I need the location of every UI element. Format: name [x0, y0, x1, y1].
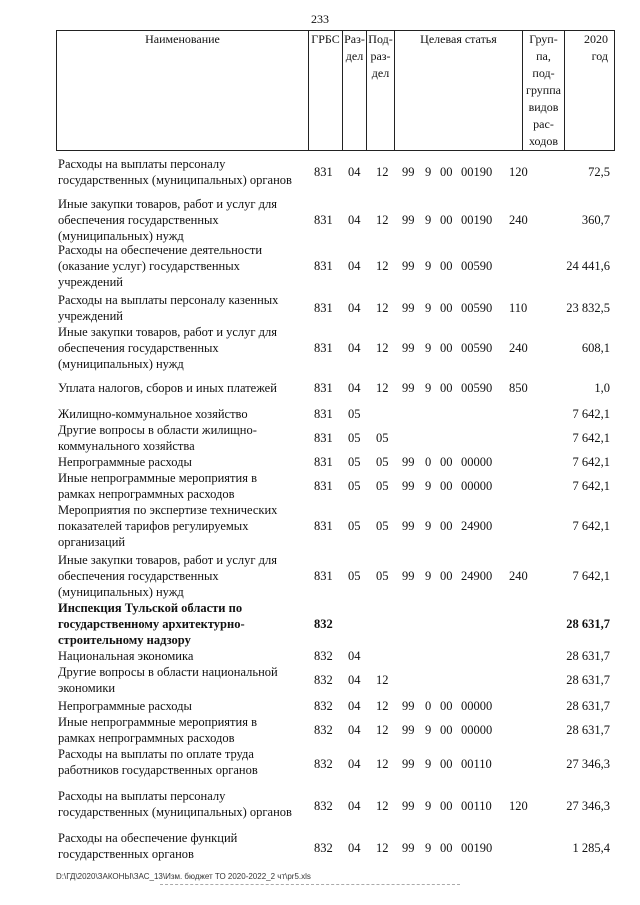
row-amount: 7 642,1: [572, 407, 610, 421]
row-target-program: 99: [402, 519, 415, 533]
table-header: [56, 30, 615, 151]
row-target-direction: 00590: [461, 259, 493, 273]
row-amount: 28 631,7: [566, 699, 610, 713]
row-target-direction: 00190: [461, 213, 493, 227]
row-razdel: 04: [348, 799, 361, 813]
row-target-direction: 24900: [461, 569, 493, 583]
row-grbs: 832: [314, 617, 333, 631]
footer-file-path: D:\ГД\2020\ЗАКОНЫ\ЗАС_13\Изм. бюджет ТО 2020-2022_2 чт\pr5.xls: [56, 872, 311, 881]
row-grbs: 831: [314, 407, 333, 421]
row-podrazdel: 12: [376, 341, 389, 355]
row-razdel: 04: [348, 673, 361, 687]
row-razdel: 05: [348, 519, 361, 533]
row-expense-type: 850: [509, 381, 528, 395]
row-amount: 24 441,6: [566, 259, 610, 273]
row-target-subprogram: 9: [425, 165, 432, 179]
row-target-event: 00: [440, 259, 453, 273]
row-target-direction: 00190: [461, 165, 493, 179]
row-name: Расходы на выплаты персоналу государственных (муниципальных) органов: [58, 789, 292, 819]
row-expense-type: 110: [509, 301, 528, 315]
row-name: Непрограммные расходы: [58, 455, 192, 469]
row-target-event: 00: [440, 213, 453, 227]
row-razdel: 04: [348, 841, 361, 855]
row-razdel: 04: [348, 757, 361, 771]
row-amount: 28 631,7: [566, 649, 610, 663]
row-grbs: 831: [314, 519, 333, 533]
row-target-program: 99: [402, 381, 415, 395]
row-name: Иные непрограммные мероприятия в рамках непрограммных расходов: [58, 471, 257, 501]
row-amount: 7 642,1: [572, 455, 610, 469]
row-razdel: 05: [348, 455, 361, 469]
row-name: Расходы на обеспечение функций государственных органов: [58, 831, 238, 861]
row-razdel: 04: [348, 649, 361, 663]
row-target-subprogram: 9: [425, 841, 432, 855]
row-grbs: 831: [314, 569, 333, 583]
row-grbs: 831: [314, 301, 333, 315]
row-name: Мероприятия по экспертизе технических показателей тарифов регулируемых организаций: [58, 503, 278, 549]
row-amount: 7 642,1: [572, 431, 610, 445]
row-target-event: 00: [440, 165, 453, 179]
row-grbs: 831: [314, 455, 333, 469]
row-name: Непрограммные расходы: [58, 699, 192, 713]
row-target-direction: 00590: [461, 381, 493, 395]
row-amount: 7 642,1: [572, 569, 610, 583]
row-name: Иные непрограммные мероприятия в рамках непрограммных расходов: [58, 715, 257, 745]
row-amount: 27 346,3: [566, 799, 610, 813]
bottom-divider: [160, 884, 460, 886]
row-name: Расходы на выплаты персоналу государственных (муниципальных) органов: [58, 157, 292, 187]
row-podrazdel: 12: [376, 699, 389, 713]
row-amount: 7 642,1: [572, 479, 610, 493]
row-podrazdel: 12: [376, 841, 389, 855]
row-grbs: 832: [314, 757, 333, 771]
row-podrazdel: 12: [376, 673, 389, 687]
row-target-direction: 24900: [461, 519, 493, 533]
row-target-subprogram: 9: [425, 479, 432, 493]
row-grbs: 832: [314, 699, 333, 713]
row-podrazdel: 12: [376, 259, 389, 273]
row-grbs: 831: [314, 259, 333, 273]
row-target-direction: 00190: [461, 841, 493, 855]
row-target-event: 00: [440, 841, 453, 855]
header-name: Наименование: [57, 31, 309, 151]
header-podrazdel: Под- раз- дел: [367, 31, 395, 151]
row-name: Жилищно-коммунальное хозяйство: [58, 407, 248, 421]
row-target-event: 00: [440, 479, 453, 493]
row-amount: 28 631,7: [566, 723, 610, 737]
row-name: Иные закупки товаров, работ и услуг для обеспечения государственных (муниципальных) нужд: [58, 197, 278, 243]
row-razdel: 04: [348, 213, 361, 227]
row-target-direction: 00590: [461, 341, 493, 355]
row-name: Расходы на обеспечение деятельности (оказание услуг) государственных учреждений: [58, 243, 263, 289]
row-amount: 1 285,4: [572, 841, 610, 855]
row-grbs: 832: [314, 649, 333, 663]
row-podrazdel: 05: [376, 479, 389, 493]
row-expense-type: 240: [509, 569, 528, 583]
row-name: Иные закупки товаров, работ и услуг для обеспечения государственных (муниципальных) нужд: [58, 325, 278, 371]
row-target-program: 99: [402, 165, 415, 179]
row-target-event: 00: [440, 569, 453, 583]
row-podrazdel: 12: [376, 301, 389, 315]
row-grbs: 832: [314, 723, 333, 737]
row-target-event: 00: [440, 799, 453, 813]
row-podrazdel: 05: [376, 569, 389, 583]
row-podrazdel: 12: [376, 381, 389, 395]
row-expense-type: 240: [509, 213, 528, 227]
row-target-subprogram: 9: [425, 213, 432, 227]
row-target-program: 99: [402, 569, 415, 583]
row-target-program: 99: [402, 213, 415, 227]
row-name: Национальная экономика: [58, 649, 194, 663]
row-target-program: 99: [402, 479, 415, 493]
row-razdel: 05: [348, 479, 361, 493]
row-podrazdel: 05: [376, 519, 389, 533]
row-target-event: 00: [440, 519, 453, 533]
row-razdel: 04: [348, 165, 361, 179]
row-podrazdel: 05: [376, 431, 389, 445]
row-amount: 23 832,5: [566, 301, 610, 315]
row-target-program: 99: [402, 757, 415, 771]
row-target-program: 99: [402, 841, 415, 855]
row-name: Расходы на выплаты по оплате труда работников государственных органов: [58, 747, 258, 777]
row-podrazdel: 12: [376, 799, 389, 813]
header-year: 2020 год: [565, 31, 615, 151]
row-target-program: 99: [402, 301, 415, 315]
row-target-program: 99: [402, 341, 415, 355]
row-amount: 27 346,3: [566, 757, 610, 771]
row-grbs: 831: [314, 165, 333, 179]
row-target-subprogram: 0: [425, 699, 432, 713]
header-target-article: Целевая статья: [395, 31, 523, 151]
row-name: Другие вопросы в области национальной экономики: [58, 665, 278, 695]
row-amount: 28 631,7: [566, 673, 610, 687]
row-target-direction: 00000: [461, 479, 493, 493]
row-podrazdel: 12: [376, 213, 389, 227]
row-target-event: 00: [440, 757, 453, 771]
row-target-subprogram: 9: [425, 799, 432, 813]
row-podrazdel: 12: [376, 723, 389, 737]
row-target-program: 99: [402, 455, 415, 469]
row-target-event: 00: [440, 381, 453, 395]
row-razdel: 04: [348, 301, 361, 315]
header-expense-group: Груп- па, под- группа видов рас- ходов: [523, 31, 565, 151]
row-target-program: 99: [402, 723, 415, 737]
row-name: Инспекция Тульской области по государственному архитектурно- строительному надзору: [58, 601, 245, 647]
row-target-event: 00: [440, 301, 453, 315]
row-razdel: 04: [348, 381, 361, 395]
row-grbs: 831: [314, 431, 333, 445]
row-name: Расходы на выплаты персоналу казенных учреждений: [58, 293, 279, 323]
row-razdel: 04: [348, 341, 361, 355]
row-target-event: 00: [440, 341, 453, 355]
row-grbs: 832: [314, 799, 333, 813]
row-target-event: 00: [440, 455, 453, 469]
row-target-subprogram: 9: [425, 519, 432, 533]
row-razdel: 05: [348, 407, 361, 421]
row-target-direction: 00000: [461, 699, 493, 713]
page-number: 233: [311, 12, 329, 26]
row-target-program: 99: [402, 259, 415, 273]
row-razdel: 05: [348, 431, 361, 445]
row-target-subprogram: 0: [425, 455, 432, 469]
row-amount: 608,1: [581, 341, 610, 355]
row-target-subprogram: 9: [425, 757, 432, 771]
row-expense-type: 120: [509, 799, 528, 813]
row-target-event: 00: [440, 723, 453, 737]
row-grbs: 832: [314, 673, 333, 687]
row-target-subprogram: 9: [425, 259, 432, 273]
header-razdel: Раз- дел: [343, 31, 367, 151]
row-target-direction: 00110: [461, 757, 492, 771]
row-grbs: 831: [314, 381, 333, 395]
row-amount: 28 631,7: [566, 617, 610, 631]
row-target-direction: 00110: [461, 799, 492, 813]
row-target-program: 99: [402, 699, 415, 713]
row-razdel: 05: [348, 569, 361, 583]
row-expense-type: 240: [509, 341, 528, 355]
row-podrazdel: 05: [376, 455, 389, 469]
row-grbs: 831: [314, 479, 333, 493]
row-target-subprogram: 9: [425, 341, 432, 355]
row-grbs: 831: [314, 213, 333, 227]
row-grbs: 831: [314, 341, 333, 355]
row-target-program: 99: [402, 799, 415, 813]
row-target-subprogram: 9: [425, 723, 432, 737]
row-amount: 72,5: [588, 165, 610, 179]
row-razdel: 04: [348, 259, 361, 273]
row-target-direction: 00000: [461, 723, 493, 737]
row-expense-type: 120: [509, 165, 528, 179]
row-amount: 360,7: [581, 213, 610, 227]
row-target-event: 00: [440, 699, 453, 713]
row-target-subprogram: 9: [425, 381, 432, 395]
row-podrazdel: 12: [376, 165, 389, 179]
row-target-subprogram: 9: [425, 301, 432, 315]
row-razdel: 04: [348, 699, 361, 713]
row-name: Уплата налогов, сборов и иных платежей: [58, 381, 277, 395]
row-amount: 7 642,1: [572, 519, 610, 533]
header-grbs: ГРБС: [309, 31, 343, 151]
row-target-direction: 00000: [461, 455, 493, 469]
row-razdel: 04: [348, 723, 361, 737]
row-target-direction: 00590: [461, 301, 493, 315]
row-target-subprogram: 9: [425, 569, 432, 583]
row-name: Иные закупки товаров, работ и услуг для обеспечения государственных (муниципальных) нужд: [58, 553, 278, 599]
row-name: Другие вопросы в области жилищно- коммунального хозяйства: [58, 423, 257, 453]
row-podrazdel: 12: [376, 757, 389, 771]
row-amount: 1,0: [594, 381, 610, 395]
row-grbs: 832: [314, 841, 333, 855]
